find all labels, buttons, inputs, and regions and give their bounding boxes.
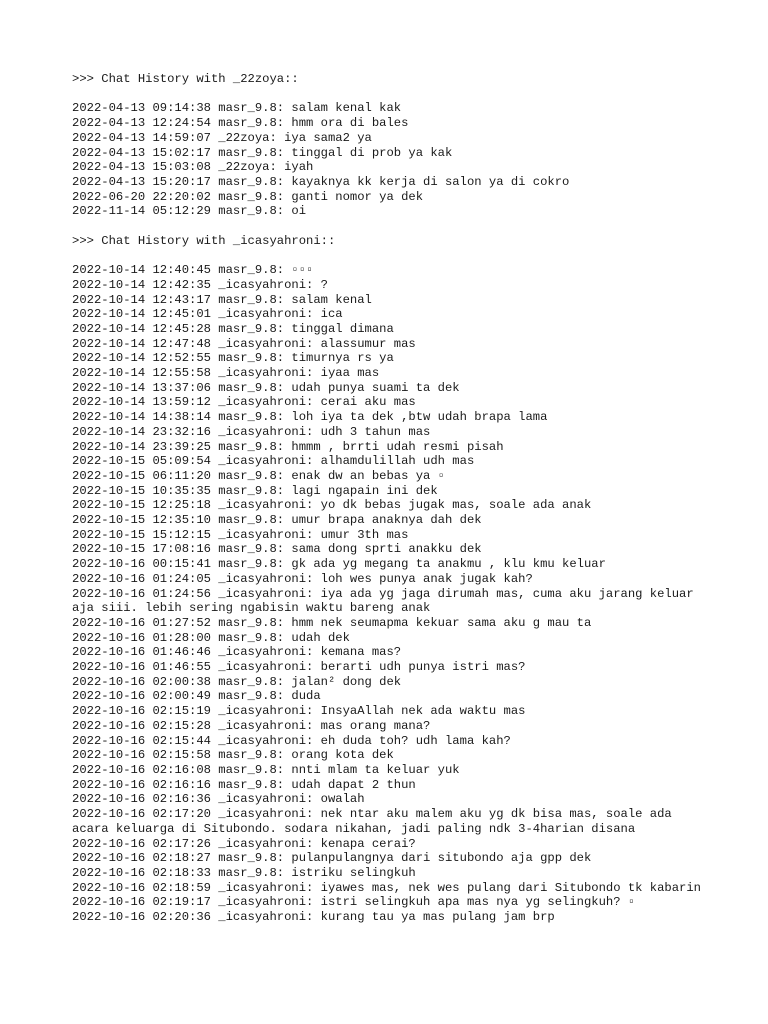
chat-message-line: 2022-10-14 13:37:06 masr_9.8: udah punya suami ta dek <box>72 380 460 395</box>
chat-message-line: 2022-10-14 23:32:16 _icasyahroni: udh 3 tahun mas <box>72 424 431 439</box>
chat-message-line: 2022-04-13 15:03:08 _22zoya: iyah <box>72 160 314 175</box>
chat-message-line: 2022-10-16 02:17:20 _icasyahroni: nek ntar aku malem aku yg dk bisa mas, soale ada acara keluarga di Situbondo. sodara nikahan, jadi paling ndk 3-4harian disana <box>72 807 680 836</box>
chat-message-line: 2022-10-14 12:45:28 masr_9.8: tinggal dimana <box>72 321 394 336</box>
section-header: >>> Chat History with _icasyahroni:: <box>72 233 336 248</box>
chat-message-line: 2022-10-14 12:47:48 _icasyahroni: alassumur mas <box>72 336 416 351</box>
chat-section-icasyahroni <box>72 234 702 925</box>
chat-message-line: 2022-10-16 00:15:41 masr_9.8: gk ada yg megang ta anakmu , klu kmu keluar <box>72 557 606 572</box>
chat-message-line: 2022-10-14 12:55:58 _icasyahroni: iyaa mas <box>72 366 380 381</box>
chat-message-line: 2022-10-16 01:28:00 masr_9.8: udah dek <box>72 630 350 645</box>
chat-message-line: 2022-10-14 12:45:01 _icasyahroni: ica <box>72 307 343 322</box>
chat-message-line: 2022-10-16 02:18:59 _icasyahroni: iyawes mas, nek wes pulang dari Situbondo tk kabarin <box>72 880 701 895</box>
chat-message-line: 2022-04-13 09:14:38 masr_9.8: salam kenal kak <box>72 101 402 116</box>
chat-message-line: 2022-10-16 02:18:33 masr_9.8: istriku selingkuh <box>72 865 416 880</box>
chat-message-line: 2022-10-14 12:42:35 _icasyahroni: ? <box>72 277 328 292</box>
chat-message-line: 2022-10-16 02:00:38 masr_9.8: jalan² dong dek <box>72 674 402 689</box>
chat-message-line: 2022-04-13 15:02:17 masr_9.8: tinggal di prob ya kak <box>72 145 453 160</box>
message-list <box>72 263 702 925</box>
chat-message-line: 2022-10-14 12:40:45 masr_9.8: ▫▫▫ <box>72 263 314 278</box>
chat-message-line: 2022-10-16 02:16:08 masr_9.8: nnti mlam ta keluar yuk <box>72 763 460 777</box>
chat-message-line: 2022-10-16 02:00:49 masr_9.8: duda <box>72 689 321 704</box>
chat-message-line: 2022-04-13 12:24:54 masr_9.8: hmm ora di bales <box>72 116 409 131</box>
chat-message-line: 2022-10-16 01:24:56 _icasyahroni: iya ada yg jaga dirumah mas, cuma aku jarang keluar aja siii. lebih sering ngabisin waktu bareng anak <box>72 586 701 616</box>
chat-message-line: 2022-10-16 01:27:52 masr_9.8: hmm nek seumapma kekuar sama aku g mau ta <box>72 615 592 630</box>
chat-message-line: 2022-10-16 02:19:17 _icasyahroni: istri selingkuh apa mas nya yg selingkuh? ▫ <box>72 895 636 910</box>
chat-message-line: 2022-10-14 12:52:55 masr_9.8: timurnya rs ya <box>72 351 394 366</box>
chat-message-line: 2022-10-16 02:18:27 masr_9.8: pulanpulangnya dari situbondo aja gpp dek <box>72 851 592 866</box>
section-header: >>> Chat History with _22zoya:: <box>72 72 299 86</box>
chat-message-line: 2022-10-16 01:46:55 _icasyahroni: berarti udh punya istri mas? <box>72 660 526 675</box>
chat-message-line: 2022-10-16 02:16:16 masr_9.8: udah dapat 2 thun <box>72 777 416 792</box>
chat-message-line: 2022-10-16 02:15:19 _icasyahroni: InsyaAllah nek ada waktu mas <box>72 704 526 719</box>
chat-message-line: 2022-10-16 02:15:58 masr_9.8: orang kota dek <box>72 748 394 763</box>
chat-message-line: 2022-06-20 22:20:02 masr_9.8: ganti nomor ya dek <box>72 189 424 204</box>
chat-message-line: 2022-10-15 10:35:35 masr_9.8: lagi ngapain ini dek <box>72 483 438 498</box>
chat-message-line: 2022-10-15 12:25:18 _icasyahroni: yo dk bebas jugak mas, soale ada anak <box>72 498 592 513</box>
chat-message-line: 2022-10-16 02:15:44 _icasyahroni: eh duda toh? udh lama kah? <box>72 733 511 748</box>
chat-history-document <box>72 72 702 939</box>
chat-message-line: 2022-10-15 15:12:15 _icasyahroni: umur 3th mas <box>72 527 409 542</box>
chat-message-line: 2022-10-16 02:17:26 _icasyahroni: kenapa cerai? <box>72 836 416 851</box>
chat-message-line: 2022-10-14 23:39:25 masr_9.8: hmmm , brrti udah resmi pisah <box>72 439 504 454</box>
chat-message-line: 2022-10-14 14:38:14 masr_9.8: loh iya ta dek ,btw udah brapa lama <box>72 410 548 425</box>
chat-message-line: 2022-10-16 01:24:05 _icasyahroni: loh wes punya anak jugak kah? <box>72 571 533 586</box>
chat-message-line: 2022-04-13 14:59:07 _22zoya: iya sama2 ya <box>72 130 372 145</box>
chat-message-line: 2022-10-15 06:11:20 masr_9.8: enak dw an bebas ya ▫ <box>72 468 445 483</box>
chat-message-line: 2022-10-16 02:16:36 _icasyahroni: owalah <box>72 792 365 807</box>
chat-message-line: 2022-11-14 05:12:29 masr_9.8: oi <box>72 204 307 219</box>
chat-section-22zoya <box>72 72 702 219</box>
chat-message-line: 2022-10-14 12:43:17 masr_9.8: salam kenal <box>72 292 372 307</box>
chat-message-line: 2022-04-13 15:20:17 masr_9.8: kayaknya kk kerja di salon ya di cokro <box>72 174 570 189</box>
chat-message-line: 2022-10-16 01:46:46 _icasyahroni: kemana mas? <box>72 645 402 660</box>
chat-message-line: 2022-10-16 02:20:36 _icasyahroni: kurang tau ya mas pulang jam brp <box>72 910 555 925</box>
chat-message-line: 2022-10-15 17:08:16 masr_9.8: sama dong sprti anakku dek <box>72 542 482 557</box>
chat-message-line: 2022-10-16 02:15:28 _icasyahroni: mas orang mana? <box>72 718 431 733</box>
chat-message-line: 2022-10-15 05:09:54 _icasyahroni: alhamdulillah udh mas <box>72 454 475 469</box>
message-list <box>72 101 702 219</box>
chat-message-line: 2022-10-15 12:35:10 masr_9.8: umur brapa anaknya dah dek <box>72 513 482 528</box>
chat-message-line: 2022-10-14 13:59:12 _icasyahroni: cerai aku mas <box>72 395 416 410</box>
